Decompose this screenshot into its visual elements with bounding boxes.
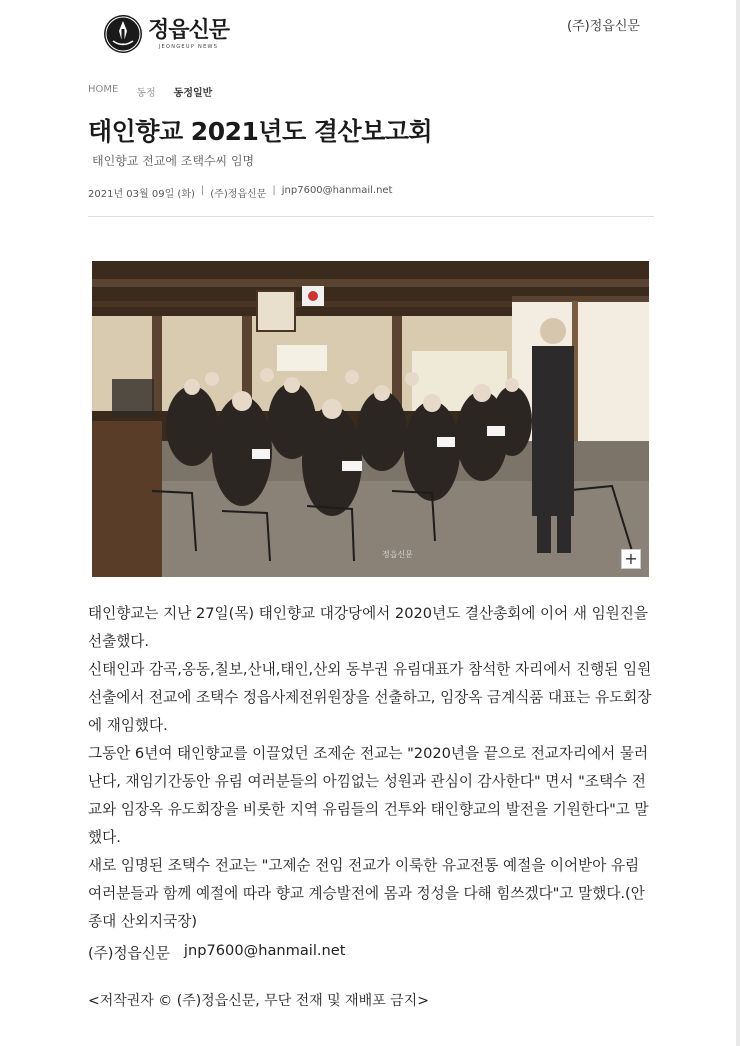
site-logo[interactable]	[104, 15, 229, 53]
breadcrumb-home[interactable]: HOME	[88, 84, 119, 95]
photo-expand-button[interactable]: +	[621, 549, 641, 569]
article-paragraph: 태인향교는 지난 27일(목) 태인향교 대강당에서 2020년도 결산총회에 이어 새 임원진을 선출했다.	[88, 605, 648, 650]
meta-separator: |	[200, 185, 205, 196]
article-publisher: (주)정읍신문	[210, 189, 267, 200]
article-contact	[88, 942, 346, 963]
breadcrumb	[88, 84, 230, 99]
article-meta	[88, 185, 392, 200]
copyright-notice: <저작권자 © (주)정읍신문, 무단 전재 및 재배포 금지>	[88, 993, 429, 1009]
article-body	[88, 600, 656, 936]
breadcrumb-section[interactable]: 동정	[136, 88, 156, 99]
header-divider	[88, 216, 654, 217]
article-subtitle: 태인향교 전교에 조택수씨 임명	[92, 154, 255, 168]
article-title: 태인향교 2021년도 결산보고회	[88, 117, 433, 146]
page-edge	[736, 0, 740, 1046]
article-date: 2021년 03월 09일 (화)	[88, 189, 195, 200]
publisher-label: (주)정읍신문	[567, 19, 640, 34]
contact-publisher: (주)정읍신문	[88, 945, 170, 962]
article-paragraph: 신태인과 감곡,옹동,칠보,산내,태인,산외 동부권 유림대표가 참석한 자리에서 진행된 임원선출에서 전교에 조택수 정읍사제전위원장을 선출하고, 임장옥 금계식품 대표는 유도회장에 재임했다.	[88, 661, 652, 734]
meta-separator: |	[272, 185, 276, 196]
breadcrumb-current[interactable]: 동정일반	[173, 88, 213, 99]
contact-email[interactable]: jnp7600@hanmail.net	[183, 942, 346, 959]
article-email[interactable]: jnp7600@hanmail.net	[281, 185, 393, 196]
article-paragraph: 새로 임명된 조택수 전교는 "고제순 전임 전교가 이룩한 유교전통 예절을 이어받아 유림 여러분들과 함께 예절에 따라 향교 계승발전에 몸과 정성을 다해 힘쓰겠다"고 말했다.(안종대 산외지국장)	[88, 857, 645, 930]
article-photo[interactable]	[92, 261, 649, 577]
logo-emblem-icon	[104, 15, 142, 53]
logo-subtitle: JEONGEUP NEWS	[158, 43, 219, 50]
logo-name: 정읍신문	[148, 17, 230, 43]
photo-watermark: 정읍신문	[382, 550, 413, 559]
article-paragraph: 그동안 6년여 태인향교를 이끌었던 조제순 전교는 "2020년을 끝으로 전교자리에서 물러난다, 재임기간동안 유림 여러분들의 아낌없는 성원과 관심이 감사한다" 면서 "조택수 전교와 임장옥 유도회장을 비롯한 지역 유림들의 건투와 태인향교의 발전을 기원한다"고 말했다.	[88, 745, 649, 846]
